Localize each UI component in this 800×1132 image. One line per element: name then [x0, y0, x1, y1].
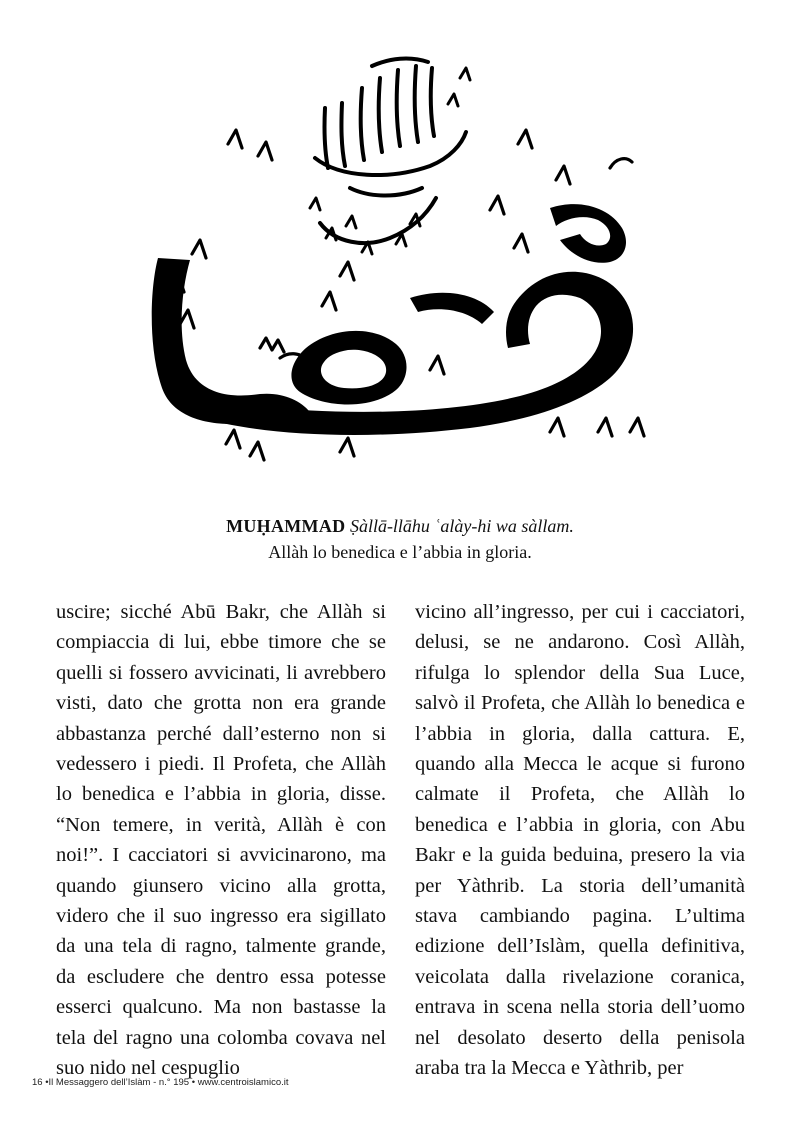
caption-formula: Ṣàllā-llāhu ʿalày-hi wa sàllam. — [349, 516, 574, 536]
body-column-left — [56, 597, 386, 1084]
left-column-text: uscire; sicché Abū Bakr, che Allàh si compiaccia di lui, ebbe timore che se quelli si fossero avvicinati, li avrebbero visti, dato che grotta non era grande abbastanza perché dall’esterno non si vedessero i piedi. Il Profeta, che Allàh lo benedica e l’abbia in gloria, disse. “Non temere, in verità, Allàh è con noi!”. I cacciatori si avvicinarono, ma quando giunsero vicino alla grotta, videro che il suo ingresso era sigillato da una tela di ragno, talmente grande, da escludere che dentro essa potesse esserci qualcuno. Ma non bastasse la tela del ragno una colomba covava nel suo nido nel cespuglio — [56, 601, 386, 1080]
right-column-text: vicino all’ingresso, per cui i cacciatori, delusi, se ne andarono. Così Allàh, rifulga lo splendor della Sua Luce, salvò il Profeta, che Allàh lo benedica e l’abbia in gloria, dalla cattura. E, quando alla Mecca le acque si furono calmate il Profeta, che Allàh lo benedica e l’abbia in gloria, con Abu Bakr e la guida beduina, presero la via per Yàthrib. La storia dell’umanità stava cambiando pagina. L’ultima edizione dell’Islàm, quella definitiva, veicolata dalla rivelazione coranica, entrava in scena nella storia dell’uomo nel desolato deserto della penisola araba tra la Mecca e Yàthrib, per — [415, 601, 745, 1080]
caption-name: MUḤAMMAD — [226, 516, 346, 536]
caption-translation: Allàh lo benedica e l’abbia in gloria. — [268, 542, 532, 562]
body-column-right — [415, 597, 745, 1084]
page-footer: 16 •Il Messaggero dell’Islàm - n.° 195 • www.centroislamico.it — [32, 1077, 289, 1088]
calligraphy-caption — [0, 513, 800, 539]
muhammad-calligraphy-artwork — [110, 48, 670, 488]
